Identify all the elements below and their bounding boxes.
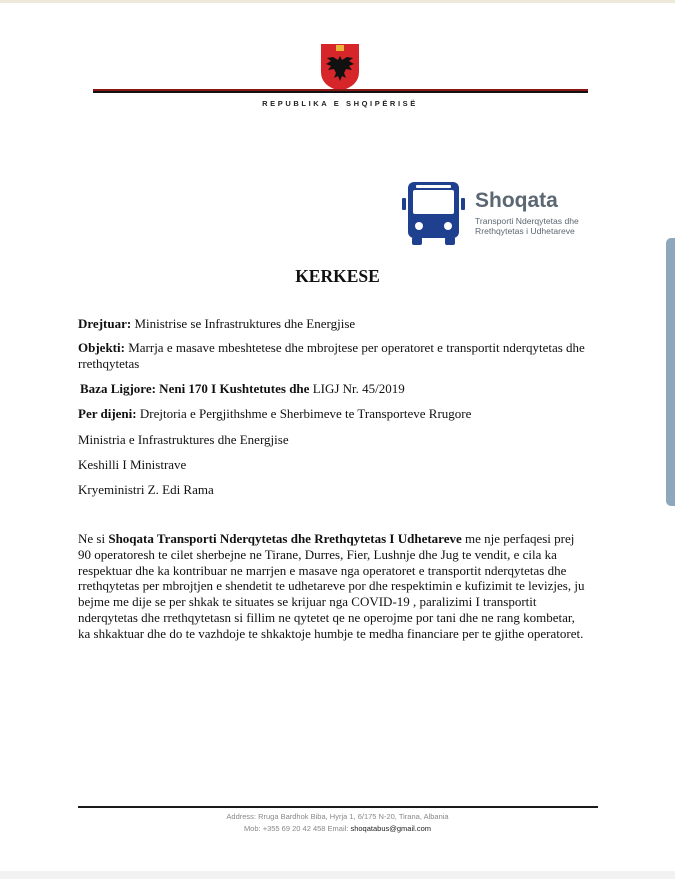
footer-rule (78, 806, 598, 808)
top-edge (0, 0, 675, 3)
drejtuar-label: Drejtuar: (78, 316, 132, 331)
drejtuar-value: Ministrise se Infrastruktures dhe Energjise (134, 316, 356, 331)
logo-subtitle-line: Rrethqytetas i Udhetareve (475, 226, 575, 236)
footer-address: Address: Rruga Bardhok Biba, Hyrja 1, 6/175 N-20, Tirana, Albania (226, 812, 449, 821)
recipient-line: Keshilli I Ministrave (78, 457, 187, 472)
body-paragraph (78, 531, 598, 642)
dijeni-line (78, 406, 471, 422)
dijeni-value: Drejtoria e Pergjithshme e Sherbimeve te Transporteve Rrugore (139, 406, 472, 421)
baza-value: LIGJ Nr. 45/2019 (312, 381, 405, 396)
bus-icon (402, 180, 465, 246)
document-title: KERKESE (295, 266, 380, 286)
country-name: REPUBLIKA E SHQIPËRISË (262, 99, 418, 108)
bottom-edge (0, 871, 675, 879)
body-line: nderqytetas dhe rrethqytetasn si fillim ne qytetet qe ne operojme por tani dhe ne rang kombetar, (78, 609, 575, 625)
body-text: me nje perfaqesi prej (461, 531, 575, 546)
footer-contact (0, 824, 675, 833)
body-line: ka shkaktuar dhe do te vazhdoje te shkaktoje humbje te medha financiare per te gjithe operatoret. (78, 625, 584, 641)
scrollbar-thumb[interactable] (666, 238, 675, 506)
dijeni-label: Per dijeni: (78, 406, 137, 421)
objekti-value: Marrja e masave mbeshtetese dhe mbrojtese per operatoret e transportit nderqytetas dhe (128, 340, 585, 355)
albania-emblem-icon (319, 42, 361, 92)
logo-name: Shoqata (475, 189, 558, 212)
footer-phone: Mob: +355 69 20 42 458 Email: (243, 824, 351, 833)
letterhead-rule (93, 89, 588, 93)
baza-label: Baza Ligjore: Neni 170 I Kushtetutes dhe (80, 381, 310, 396)
objekti-value-cont: rrethqytetas (78, 356, 140, 371)
recipient-line: Kryeministri Z. Edi Rama (78, 482, 214, 497)
recipient-line: Ministria e Infrastruktures dhe Energjise (78, 432, 289, 447)
objekti-line (78, 340, 598, 372)
body-text: Ne si (78, 531, 109, 546)
body-line: respektuar dhe ka kontribuar ne marrjen e masave nga operatoret e transportit nderqytetas dhe (78, 562, 567, 578)
body-line: rrethqytetas per mbrojtjen e shendetit te udhetareve por dhe respektimin e kufizimit te levizjes, ju (78, 578, 585, 594)
drejtuar-line (78, 316, 355, 332)
body-line: 90 operatoresh te cilet sherbejne ne Tirane, Durres, Fier, Lushnje dhe Jug te vendit, e cila ka (78, 546, 557, 562)
objekti-label: Objekti: (78, 340, 125, 355)
logo-subtitle-line: Transporti Nderqytetas dhe (475, 216, 579, 226)
footer-email: shoqatabus@gmail.com (350, 824, 432, 833)
body-line: bejme me dije se per shkak te situates se krijuar nga COVID-19 , paralizimi I transportit (78, 594, 537, 610)
baza-line (80, 381, 405, 397)
organization-name: Shoqata Transporti Nderqytetas dhe Rrethqytetas I Udhetareve (108, 531, 462, 546)
logo-subtitle (475, 216, 605, 236)
